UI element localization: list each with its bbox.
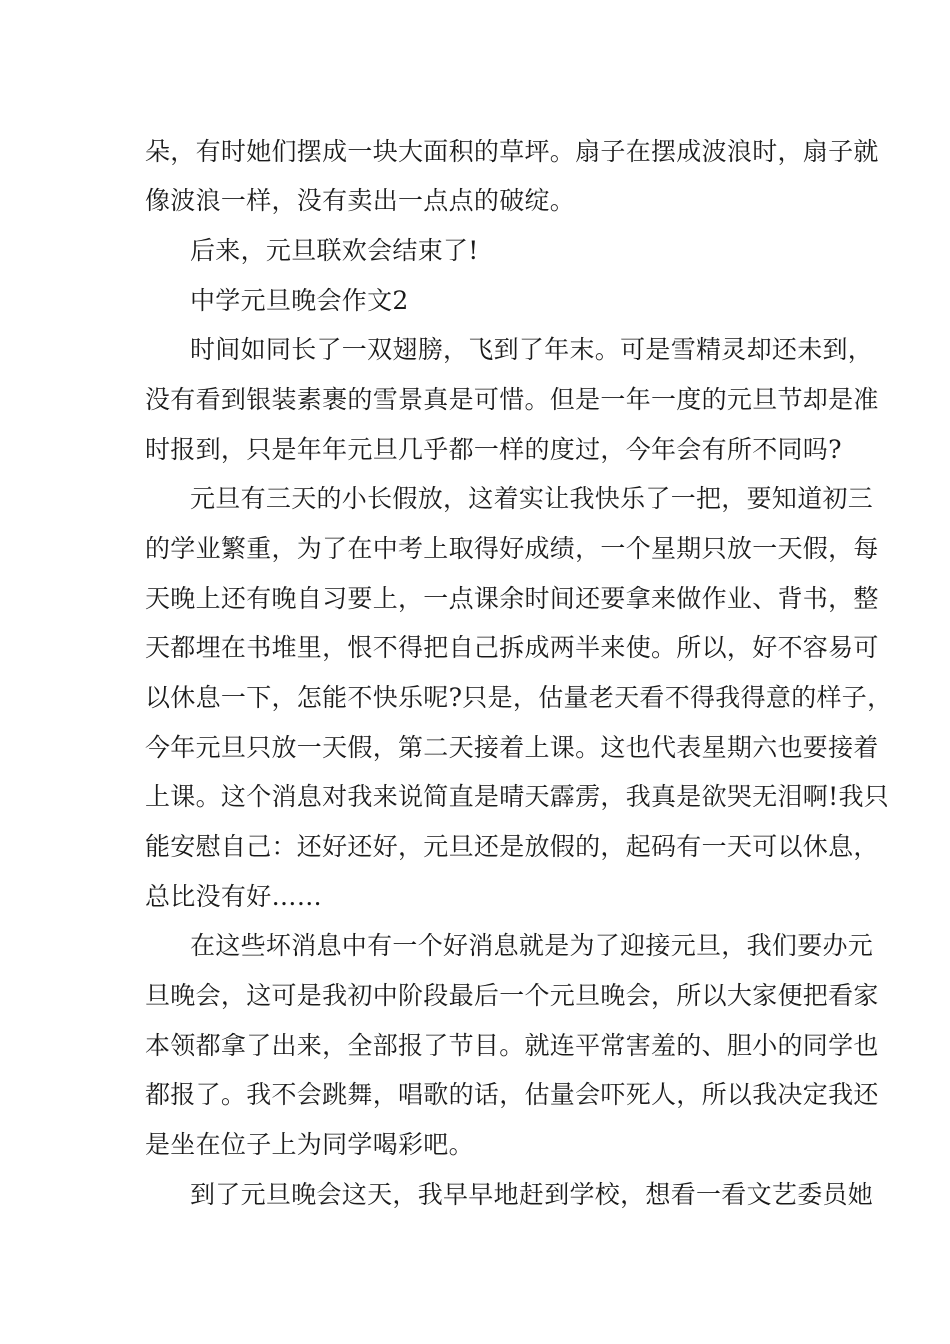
text-line: 能安慰自己：还好还好，元旦还是放假的，起码有一天可以休息，: [145, 832, 879, 861]
text-line: 天都埋在书堆里，恨不得把自己拆成两半来使。所以，好不容易可: [145, 633, 879, 662]
text-line: 的学业繁重，为了在中考上取得好成绩，一个星期只放一天假，每: [145, 534, 879, 563]
text-line: 本领都拿了出来，全部报了节目。就连平常害羞的、胆小的同学也: [145, 1031, 879, 1060]
text-line: 旦晚会，这可是我初中阶段最后一个元旦晚会，所以大家便把看家: [145, 981, 879, 1010]
text-line: 是坐在位子上为同学喝彩吧。: [145, 1130, 474, 1159]
text-line: 时间如同长了一双翅膀，飞到了年末。可是雪精灵却还未到，: [190, 335, 874, 364]
text-line: 到了元旦晚会这天，我早早地赶到学校，想看一看文艺委员她: [190, 1180, 874, 1209]
text-line: 都报了。我不会跳舞，唱歌的话，估量会吓死人，所以我决定我还: [145, 1080, 879, 1109]
text-line: 总比没有好……: [145, 882, 323, 911]
text-line: 没有看到银装素裹的雪景真是可惜。但是一年一度的元旦节却是准: [145, 385, 879, 414]
text-line: 朵，有时她们摆成一块大面积的草坪。扇子在摆成波浪时，扇子就: [145, 137, 879, 166]
text-line: 以休息一下，怎能不快乐呢?只是，估量老天看不得我得意的样子，: [145, 683, 893, 712]
text-line: 时报到，只是年年元旦几乎都一样的度过，今年会有所不同吗?: [145, 435, 842, 464]
text-line: 天晚上还有晚自习要上，一点课余时间还要拿来做作业、背书，整: [145, 584, 879, 613]
text-line: 元旦有三天的小长假放，这着实让我快乐了一把，要知道初三: [190, 484, 874, 513]
text-line: 在这些坏消息中有一个好消息就是为了迎接元旦，我们要办元: [190, 931, 874, 960]
text-line: 今年元旦只放一天假，第二天接着上课。这也代表星期六也要接着: [145, 733, 879, 762]
text-line: 像波浪一样，没有卖出一点点的破绽。: [145, 186, 576, 215]
text-line: 后来，元旦联欢会结束了!: [190, 236, 479, 265]
text-line: 上课。这个消息对我来说简直是晴天霹雳，我真是欲哭无泪啊!我只: [145, 782, 890, 811]
section-heading: 中学元旦晚会作文2: [190, 286, 409, 315]
